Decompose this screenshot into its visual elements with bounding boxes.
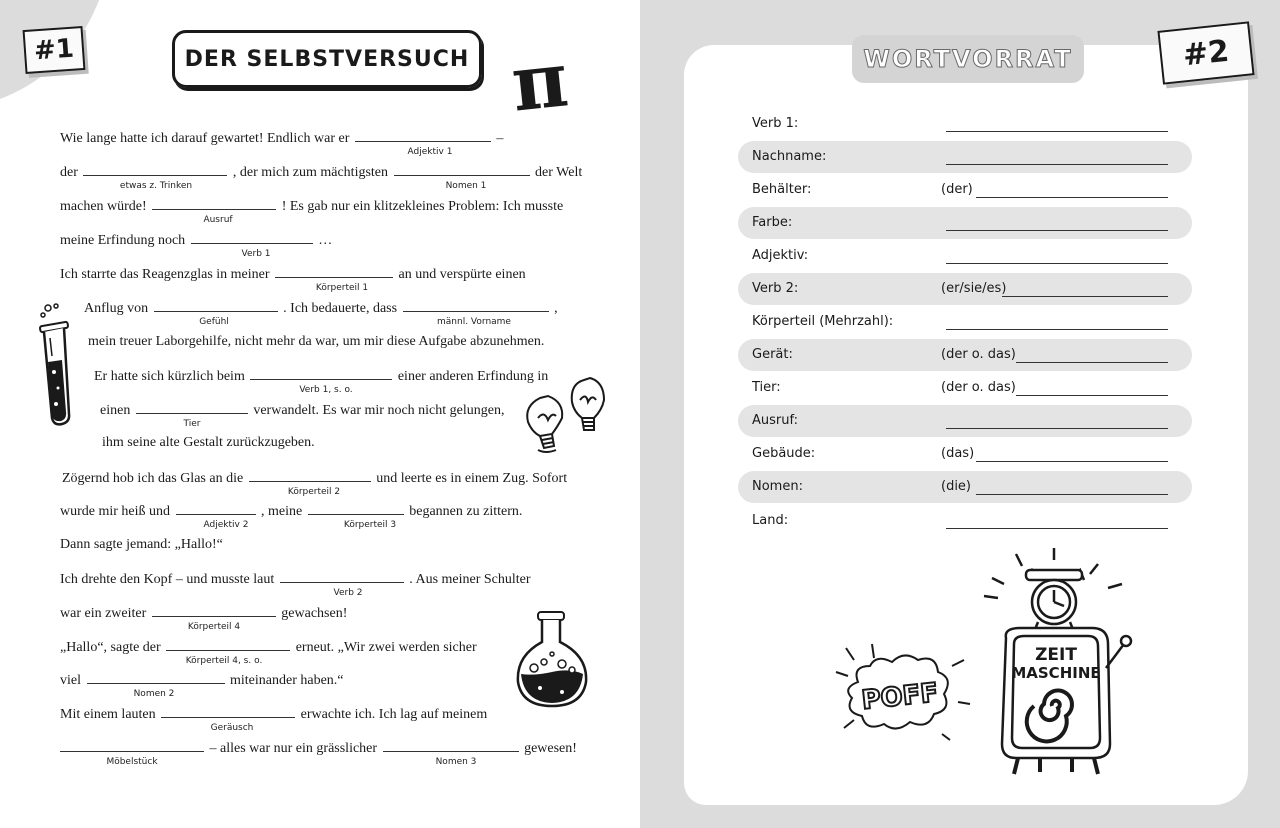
- blank-label: Möbelstück: [106, 757, 158, 767]
- vocab-article: (der o. das): [941, 347, 1016, 362]
- vocab-blank[interactable]: [1002, 296, 1168, 297]
- vocab-article: (der o. das): [941, 380, 1016, 395]
- story-text: – alles war nur ein grässlicher: [209, 741, 378, 756]
- story-text: der Welt: [535, 165, 583, 180]
- story-text: gewachsen!: [281, 606, 348, 621]
- blank-nomen-3[interactable]: [383, 739, 519, 752]
- story-line-16: [60, 638, 477, 657]
- blank-label: Nomen 1: [445, 181, 487, 191]
- vocab-blank[interactable]: [946, 263, 1168, 264]
- blank-label: Gefühl: [199, 317, 229, 327]
- blank-nomen-2[interactable]: [87, 671, 225, 684]
- story-text: „Hallo“, sagte der: [60, 640, 161, 655]
- story-line-11: [62, 469, 567, 488]
- story-line-3: [60, 197, 563, 216]
- story-text: Wie lange hatte ich darauf gewartet! Endlich war er: [60, 131, 350, 146]
- story-text: verwandelt. Es war mir noch nicht gelungen,: [253, 403, 505, 418]
- poff-text: POFF: [860, 678, 940, 716]
- story-text: Mit einem lauten: [60, 707, 156, 722]
- vocab-blank[interactable]: [946, 528, 1168, 529]
- vocab-article: (der): [941, 182, 973, 197]
- blank-vorname[interactable]: [403, 299, 549, 312]
- story-text: –: [496, 131, 504, 146]
- story-text: viel: [60, 673, 81, 688]
- flask-icon: [512, 608, 592, 712]
- blank-label: Verb 1: [241, 249, 271, 259]
- vocab-row-ausruf: [738, 405, 1192, 437]
- vocab-label: Gerät:: [752, 347, 793, 362]
- vocab-blank[interactable]: [946, 428, 1168, 429]
- page-number-tag-1: #1: [23, 26, 86, 74]
- vocab-label: Behälter:: [752, 182, 812, 197]
- story-text: , meine: [261, 504, 303, 519]
- blank-verb-2[interactable]: [280, 570, 404, 583]
- vocab-row-geraet: [738, 339, 1192, 371]
- vocab-row-koerperteil: [738, 306, 1192, 338]
- story-text: miteinander haben.“: [230, 673, 344, 688]
- page-number-tag-2: #2: [1157, 21, 1254, 84]
- blank-koerperteil-4[interactable]: [152, 604, 276, 617]
- story-text: Anflug von: [84, 301, 149, 316]
- story-text: erwachte ich. Ich lag auf meinem: [300, 707, 488, 722]
- story-text: erneut. „Wir zwei werden sicher: [295, 640, 477, 655]
- story-text: wurde mir heiß und: [60, 504, 171, 519]
- blank-koerperteil-3[interactable]: [308, 502, 404, 515]
- story-title: DER SELBSTVERSUCH: [172, 30, 482, 88]
- story-text: Ich starrte das Reagenzglas in meiner: [60, 267, 270, 282]
- blank-nomen-1[interactable]: [394, 163, 530, 176]
- story-line-1: [60, 129, 503, 148]
- vocab-blank[interactable]: [946, 164, 1168, 165]
- story-text: einer anderen Erfindung in: [397, 369, 549, 384]
- vocab-label: Verb 2:: [752, 281, 799, 296]
- vocab-row-verb-2: [738, 273, 1192, 305]
- vocab-blank[interactable]: [946, 131, 1168, 132]
- story-text: ihm seine alte Gestalt zurückzugeben.: [102, 435, 315, 450]
- story-text: einen: [100, 403, 131, 418]
- blank-ausruf[interactable]: [152, 197, 276, 210]
- blank-label: Körperteil 3: [343, 520, 397, 530]
- blank-adjektiv-1[interactable]: [355, 129, 491, 142]
- blank-label: Adjektiv 1: [407, 147, 453, 157]
- story-text: meine Erfindung noch: [60, 233, 186, 248]
- blank-label: etwas z. Trinken: [119, 181, 193, 191]
- vocab-row-nomen: [738, 471, 1192, 503]
- blank-label: männl. Vorname: [437, 317, 511, 327]
- blank-label: Adjektiv 2: [203, 520, 249, 530]
- blank-koerperteil-1[interactable]: [275, 265, 393, 278]
- story-text: ,: [554, 301, 558, 316]
- story-text: , der mich zum mächtigsten: [232, 165, 389, 180]
- story-line-7: [88, 333, 544, 351]
- machine-text-zeit: ZEIT: [1035, 645, 1077, 665]
- vocab-row-nachname: [738, 141, 1192, 173]
- blank-getraenk[interactable]: [83, 163, 227, 176]
- blank-verb-1-so[interactable]: [250, 367, 392, 380]
- story-text: ! Es gab nur ein klitzekleines Problem: Ich musste: [281, 199, 564, 214]
- vocab-label: Nomen:: [752, 479, 803, 494]
- vocab-label: Nachname:: [752, 149, 827, 164]
- pi-icon: π: [507, 34, 573, 129]
- blank-tier[interactable]: [136, 401, 248, 414]
- blank-label: Körperteil 4: [187, 622, 241, 632]
- story-line-17: [60, 671, 344, 690]
- blank-moebel[interactable]: [60, 739, 204, 752]
- right-page: [640, 0, 1280, 828]
- story-line-13: [60, 536, 223, 554]
- blank-geraeusch[interactable]: [161, 705, 295, 718]
- blank-gefuehl[interactable]: [154, 299, 278, 312]
- story-text: gewesen!: [524, 741, 577, 756]
- vocab-label: Land:: [752, 513, 789, 528]
- blank-label: Tier: [183, 419, 201, 429]
- vocab-row-gebaeude: [738, 438, 1192, 470]
- story-line-5: [60, 265, 526, 284]
- machine-text-maschine: MASCHINE: [1011, 664, 1101, 682]
- story-line-12: [60, 502, 522, 521]
- story-text: an und verspürte einen: [398, 267, 526, 282]
- vocab-row-adjektiv: [738, 240, 1192, 272]
- story-line-8: [94, 367, 548, 386]
- vocab-blank[interactable]: [976, 494, 1168, 495]
- vocab-row-verb-1: [738, 108, 1192, 140]
- vocab-label: Ausruf:: [752, 413, 798, 428]
- blank-label: Geräusch: [210, 723, 254, 733]
- blank-adjektiv-2[interactable]: [176, 502, 256, 515]
- vocab-blank[interactable]: [1016, 395, 1168, 396]
- story-text: machen würde!: [60, 199, 147, 214]
- time-machine-icon: [980, 548, 1140, 778]
- story-text: begannen zu zittern.: [409, 504, 523, 519]
- story-line-19: [60, 739, 577, 758]
- story-text: mein treuer Laborgehilfe, nicht mehr da war, um mir diese Aufgabe abzunehmen.: [88, 334, 545, 349]
- vocab-row-land: [738, 505, 1192, 537]
- vocab-row-tier: [738, 372, 1192, 404]
- blank-label: Verb 1, s. o.: [299, 385, 353, 395]
- story-text: und leerte es in einem Zug. Sofort: [376, 471, 568, 486]
- vocab-article: (er/sie/es): [941, 281, 1007, 296]
- vocab-label: Farbe:: [752, 215, 793, 230]
- blank-label: Körperteil 1: [315, 283, 369, 293]
- vocab-article: (das): [941, 446, 975, 461]
- vocab-blank[interactable]: [946, 230, 1168, 231]
- story-line-15: [60, 604, 347, 623]
- blank-koerperteil-4-so[interactable]: [166, 638, 290, 651]
- story-line-6: [84, 299, 558, 318]
- blank-label: Ausruf: [203, 215, 233, 225]
- story-line-10: [102, 434, 315, 452]
- blank-label: Körperteil 4, s. o.: [185, 656, 263, 666]
- story-text: der: [60, 165, 78, 180]
- vocab-row-farbe: [738, 207, 1192, 239]
- story-text: Zögernd hob ich das Glas an die: [62, 471, 244, 486]
- vocab-row-behaelter: [738, 174, 1192, 206]
- vocab-blank[interactable]: [1016, 362, 1168, 363]
- story-line-9: [100, 401, 504, 420]
- story-text: Er hatte sich kürzlich beim: [94, 369, 245, 384]
- vocab-blank[interactable]: [976, 197, 1168, 198]
- blank-koerperteil-2[interactable]: [249, 469, 371, 482]
- blank-label: Nomen 2: [133, 689, 175, 699]
- story-text: . Ich bedauerte, dass: [283, 301, 398, 316]
- blank-label: Nomen 3: [435, 757, 477, 767]
- vocab-label: Tier:: [752, 380, 781, 395]
- story-line-18: [60, 705, 487, 724]
- blank-label: Körperteil 2: [287, 487, 341, 497]
- vocab-heading: WORTVORRAT: [852, 35, 1084, 83]
- vocab-label: Körperteil (Mehrzahl):: [752, 314, 894, 329]
- blank-label: Verb 2: [333, 588, 363, 598]
- vocab-blank[interactable]: [976, 461, 1168, 462]
- poff-cloud-icon: [832, 642, 972, 742]
- vocab-label: Adjektiv:: [752, 248, 809, 263]
- story-text: . Aus meiner Schulter: [409, 572, 531, 587]
- vocab-label: Gebäude:: [752, 446, 816, 461]
- vocab-blank[interactable]: [946, 329, 1168, 330]
- light-bulbs-icon: [518, 370, 618, 456]
- test-tube-icon: [34, 300, 88, 430]
- story-line-14: [60, 570, 531, 589]
- story-line-4: [60, 231, 332, 250]
- story-text: …: [318, 233, 333, 248]
- story-text: Dann sagte jemand: „Hallo!“: [60, 537, 223, 552]
- story-text: Ich drehte den Kopf – und musste laut: [60, 572, 275, 587]
- story-text: war ein zweiter: [60, 606, 147, 621]
- story-line-2: [60, 163, 582, 182]
- vocab-label: Verb 1:: [752, 116, 799, 131]
- vocab-article: (die): [941, 479, 972, 494]
- blank-verb-1[interactable]: [191, 231, 313, 244]
